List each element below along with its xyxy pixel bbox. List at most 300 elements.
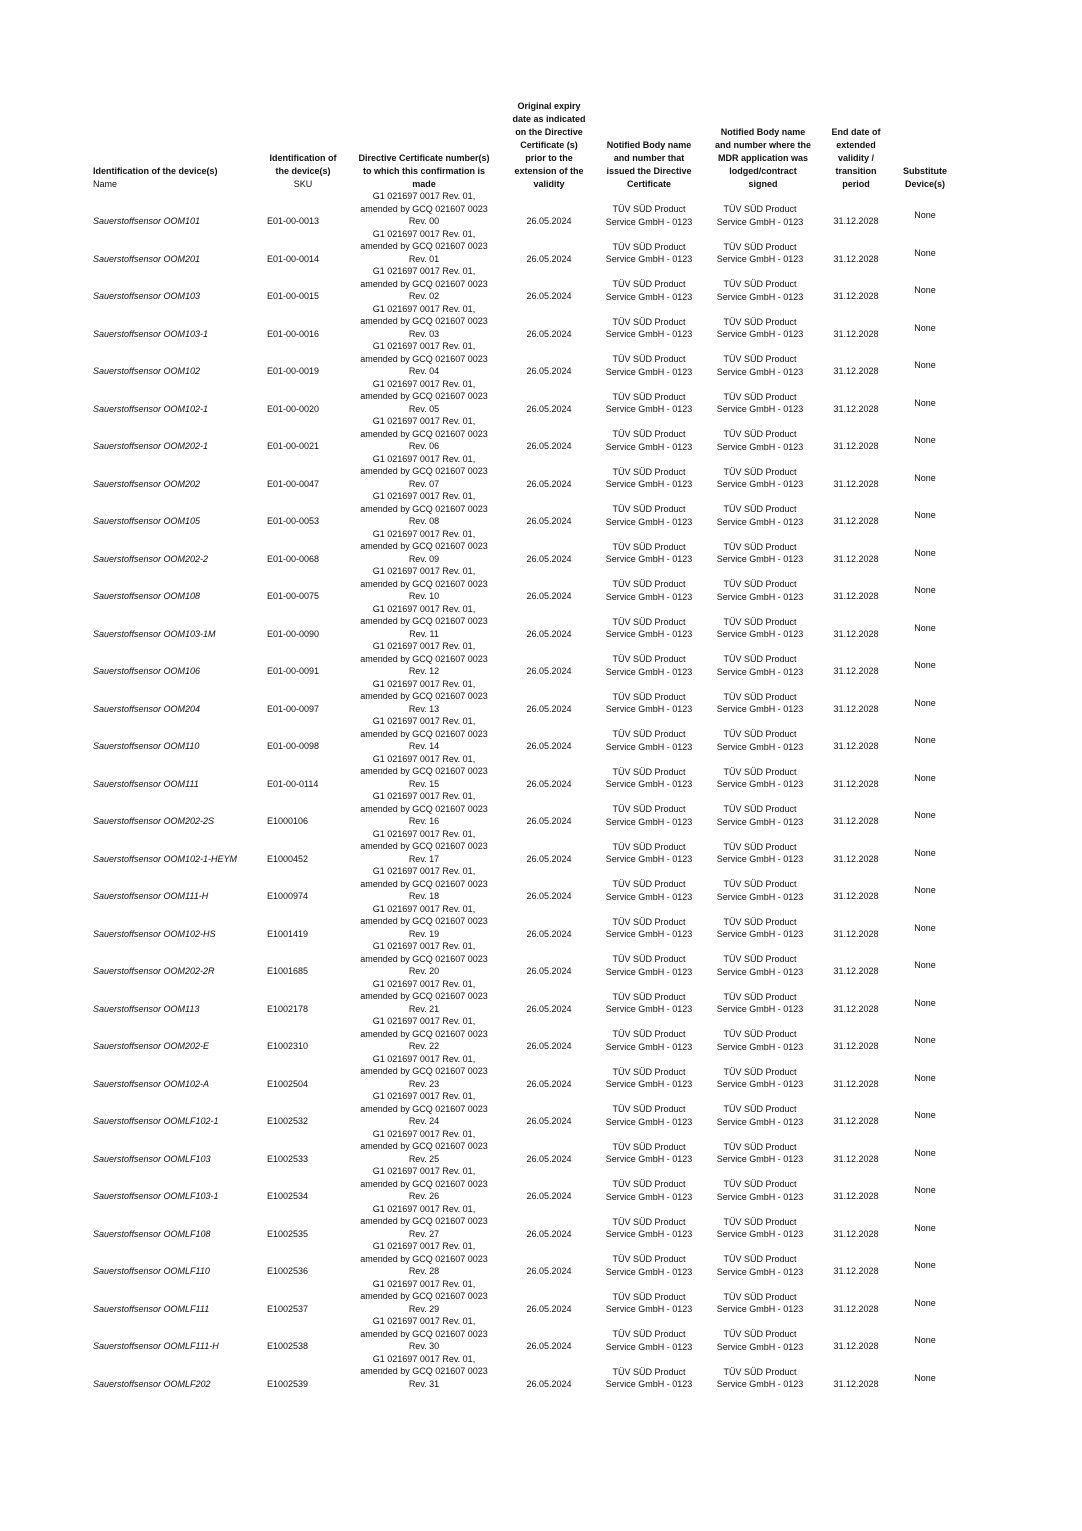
device-name: Sauerstoffsensor OOM103-1 (93, 328, 209, 339)
notified-body-issued (597, 803, 701, 828)
device-sku: E01-00-0091 (267, 666, 320, 676)
directive-certificate-line: amended by GCQ 021607 0023 (360, 1216, 488, 1226)
notified-body-mdr-line: TÜV SÜD Product (723, 1066, 797, 1077)
notified-body-mdr-line: TÜV SÜD Product (723, 466, 797, 477)
directive-certificate-line: amended by GCQ 021607 0023 (360, 541, 488, 551)
notified-body-issued (597, 316, 701, 341)
notified-body-mdr (708, 1141, 812, 1166)
table-row (0, 978, 1082, 1016)
directive-certificate-line: amended by GCQ 021607 0023 (360, 1366, 488, 1376)
notified-body-mdr (708, 1328, 812, 1353)
header-device-sku-sub: SKU (293, 179, 313, 189)
notified-body-mdr (708, 1178, 812, 1203)
directive-certificate (348, 865, 500, 903)
table-row (0, 415, 1082, 453)
notified-body-mdr-line: Service GmbH - 0123 (716, 1266, 804, 1277)
end-date: 31.12.2028 (833, 1341, 879, 1351)
notified-body-issued-line: TÜV SÜD Product (612, 1141, 686, 1152)
notified-body-issued (597, 503, 701, 528)
notified-body-mdr-line: Service GmbH - 0123 (716, 666, 804, 677)
notified-body-mdr-line: TÜV SÜD Product (723, 879, 797, 889)
directive-certificate-line: G1 021697 0017 Rev. 01, (372, 228, 476, 239)
notified-body-issued-line: Service GmbH - 0123 (605, 1041, 693, 1052)
notified-body-issued (597, 616, 701, 641)
notified-body-issued-line: Service GmbH - 0123 (605, 779, 693, 789)
directive-certificate-line: amended by GCQ 021607 0023 (360, 916, 488, 926)
directive-certificate-line: G1 021697 0017 Rev. 01, (372, 191, 476, 201)
notified-body-mdr-line: TÜV SÜD Product (723, 729, 797, 739)
directive-certificate-line: G1 021697 0017 Rev. 01, (372, 828, 476, 839)
header-substitute-device: Substitute Device(s) (903, 166, 947, 189)
device-sku: E1002535 (267, 1228, 309, 1239)
notified-body-mdr-line: TÜV SÜD Product (723, 954, 797, 964)
table-row (0, 828, 1082, 866)
table-row (0, 865, 1082, 903)
device-sku: E1002538 (267, 1341, 309, 1351)
table-row (0, 1053, 1082, 1091)
notified-body-mdr-line: TÜV SÜD Product (723, 766, 797, 777)
original-expiry-date: 26.05.2024 (526, 216, 572, 226)
device-sku: E1000452 (267, 853, 309, 864)
directive-certificate-line: G1 021697 0017 Rev. 01, (372, 1091, 476, 1101)
device-sku: E01-00-0047 (267, 478, 320, 489)
device-name: Sauerstoffsensor OOM202-E (93, 1041, 210, 1051)
substitute-device: None (914, 247, 936, 258)
notified-body-issued-line: Service GmbH - 0123 (605, 554, 693, 564)
notified-body-issued-line: Service GmbH - 0123 (605, 404, 693, 414)
notified-body-issued-line: TÜV SÜD Product (612, 429, 686, 439)
device-name: Sauerstoffsensor OOM202-2R (93, 966, 215, 976)
notified-body-issued (597, 766, 701, 791)
substitute-device: None (914, 922, 936, 933)
table-row (0, 1203, 1082, 1241)
directive-certificate (348, 228, 500, 266)
directive-certificate-line: Rev. 17 (408, 853, 440, 864)
directive-certificate-line: amended by GCQ 021607 0023 (360, 728, 488, 739)
notified-body-issued-line: TÜV SÜD Product (612, 279, 686, 289)
directive-certificate-line: Rev. 00 (408, 216, 440, 226)
table-row (0, 528, 1082, 566)
directive-certificate-line: G1 021697 0017 Rev. 01, (372, 791, 476, 801)
notified-body-issued-line: TÜV SÜD Product (612, 1066, 686, 1077)
notified-body-issued-line: TÜV SÜD Product (612, 391, 686, 402)
directive-certificate-line: G1 021697 0017 Rev. 01, (372, 866, 476, 876)
end-date: 31.12.2028 (833, 816, 879, 826)
notified-body-issued-line: Service GmbH - 0123 (605, 816, 693, 827)
device-sku: E01-00-0014 (267, 253, 320, 264)
notified-body-issued-line: TÜV SÜD Product (612, 1104, 686, 1114)
notified-body-mdr (708, 1028, 812, 1053)
notified-body-mdr-line: TÜV SÜD Product (723, 1141, 797, 1152)
table-row (0, 1165, 1082, 1203)
directive-certificate-line: Rev. 23 (408, 1078, 440, 1089)
header-device-name-sub: Name (93, 179, 118, 189)
directive-certificate-line: G1 021697 0017 Rev. 01, (372, 678, 476, 689)
directive-certificate-line: amended by GCQ 021607 0023 (360, 391, 488, 401)
end-date: 31.12.2028 (833, 591, 879, 601)
notified-body-issued-line: TÜV SÜD Product (612, 841, 686, 852)
end-date: 31.12.2028 (833, 366, 879, 376)
notified-body-mdr-line: Service GmbH - 0123 (716, 891, 804, 902)
substitute-device: None (914, 1110, 936, 1120)
notified-body-issued-line: TÜV SÜD Product (612, 616, 686, 627)
device-sku: E01-00-0015 (267, 291, 320, 301)
directive-certificate (348, 378, 500, 416)
directive-certificate (348, 565, 500, 603)
notified-body-issued-line: TÜV SÜD Product (612, 504, 686, 514)
original-expiry-date: 26.05.2024 (526, 403, 572, 414)
directive-certificate-line: Rev. 25 (408, 1153, 440, 1164)
table-row (0, 753, 1082, 791)
end-date: 31.12.2028 (833, 1003, 879, 1014)
original-expiry-date: 26.05.2024 (526, 366, 572, 376)
notified-body-issued-line: Service GmbH - 0123 (605, 516, 693, 527)
directive-certificate-line: Rev. 26 (408, 1191, 440, 1201)
substitute-device: None (914, 847, 936, 858)
original-expiry-date: 26.05.2024 (526, 1191, 572, 1201)
notified-body-issued-line: Service GmbH - 0123 (605, 216, 693, 227)
device-name: Sauerstoffsensor OOM102-1 (93, 403, 209, 414)
notified-body-mdr-line: TÜV SÜD Product (723, 654, 797, 664)
directive-certificate-line: G1 021697 0017 Rev. 01, (372, 528, 476, 539)
end-date: 31.12.2028 (833, 216, 879, 226)
end-date: 31.12.2028 (833, 1303, 879, 1314)
directive-certificate-line: G1 021697 0017 Rev. 01, (372, 416, 476, 426)
notified-body-issued-line: TÜV SÜD Product (612, 729, 686, 739)
original-expiry-date: 26.05.2024 (526, 1078, 572, 1089)
notified-body-mdr-line: Service GmbH - 0123 (716, 929, 804, 939)
directive-certificate-line: G1 021697 0017 Rev. 01, (372, 978, 476, 989)
directive-certificate (348, 265, 500, 303)
directive-certificate-line: amended by GCQ 021607 0023 (360, 278, 488, 289)
directive-certificate-line: G1 021697 0017 Rev. 01, (372, 266, 476, 276)
end-date: 31.12.2028 (833, 516, 879, 526)
notified-body-mdr (708, 541, 812, 566)
substitute-device: None (914, 1222, 936, 1233)
directive-certificate-line: G1 021697 0017 Rev. 01, (372, 941, 476, 951)
notified-body-issued-line: TÜV SÜD Product (612, 541, 686, 552)
end-date: 31.12.2028 (833, 291, 879, 301)
notified-body-issued (597, 1066, 701, 1091)
notified-body-mdr (708, 428, 812, 453)
table-row (0, 303, 1082, 341)
directive-certificate-line: amended by GCQ 021607 0023 (360, 691, 488, 701)
directive-certificate-line: Rev. 10 (408, 591, 440, 601)
end-date: 31.12.2028 (833, 1228, 879, 1239)
notified-body-issued (597, 1291, 701, 1316)
directive-certificate-line: G1 021697 0017 Rev. 01, (372, 1053, 476, 1064)
device-name: Sauerstoffsensor OOM113 (93, 1003, 200, 1014)
directive-certificate-line: amended by GCQ 021607 0023 (360, 241, 488, 251)
substitute-device: None (914, 1147, 936, 1158)
device-name: Sauerstoffsensor OOM102-1-HEYM (93, 853, 238, 864)
directive-certificate-line: amended by GCQ 021607 0023 (360, 766, 488, 776)
directive-certificate-line: amended by GCQ 021607 0023 (360, 428, 488, 439)
original-expiry-date: 26.05.2024 (526, 891, 572, 901)
table-row (0, 678, 1082, 716)
device-name: Sauerstoffsensor OOMLF110 (93, 1266, 210, 1276)
notified-body-mdr-line: Service GmbH - 0123 (716, 329, 804, 339)
notified-body-issued-line: Service GmbH - 0123 (605, 1154, 693, 1164)
substitute-device: None (914, 1035, 936, 1045)
notified-body-mdr-line: Service GmbH - 0123 (716, 741, 804, 752)
end-date: 31.12.2028 (833, 253, 879, 264)
notified-body-mdr (708, 878, 812, 903)
directive-certificate (348, 340, 500, 378)
directive-certificate-line: amended by GCQ 021607 0023 (360, 1028, 488, 1039)
end-date: 31.12.2028 (833, 666, 879, 676)
device-name: Sauerstoffsensor OOM202-2 (93, 553, 209, 564)
directive-certificate-line: G1 021697 0017 Rev. 01, (372, 1241, 476, 1251)
notified-body-mdr-line: TÜV SÜD Product (723, 1329, 797, 1339)
notified-body-issued-line: Service GmbH - 0123 (605, 929, 693, 939)
notified-body-mdr-line: TÜV SÜD Product (723, 204, 797, 214)
end-date: 31.12.2028 (833, 441, 879, 451)
substitute-device: None (914, 1372, 936, 1383)
notified-body-mdr-line: Service GmbH - 0123 (716, 1304, 804, 1314)
substitute-device: None (914, 510, 936, 520)
directive-certificate-line: G1 021697 0017 Rev. 01, (372, 491, 476, 501)
directive-certificate (348, 1353, 500, 1391)
table-row (0, 1353, 1082, 1391)
notified-body-issued-line: Service GmbH - 0123 (605, 966, 693, 977)
directive-certificate (348, 1278, 500, 1316)
device-sku: E01-00-0021 (267, 441, 320, 451)
substitute-device: None (914, 1185, 936, 1195)
directive-certificate-line: Rev. 01 (408, 253, 440, 264)
device-name: Sauerstoffsensor OOM110 (93, 741, 200, 751)
notified-body-mdr (708, 1103, 812, 1128)
notified-body-issued (597, 353, 701, 378)
directive-certificate-line: Rev. 09 (408, 553, 440, 564)
table-row (0, 903, 1082, 941)
original-expiry-date: 26.05.2024 (526, 816, 572, 826)
notified-body-issued (597, 1103, 701, 1128)
directive-certificate-line: amended by GCQ 021607 0023 (360, 803, 488, 814)
header-device-sku: Identification of the device(s) (269, 153, 337, 176)
notified-body-issued (597, 391, 701, 416)
notified-body-issued-line: TÜV SÜD Product (612, 1329, 686, 1339)
notified-body-mdr (708, 1253, 812, 1278)
notified-body-issued-line: TÜV SÜD Product (612, 1216, 686, 1227)
table-row (0, 565, 1082, 603)
notified-body-mdr-line: TÜV SÜD Product (723, 691, 797, 702)
notified-body-mdr (708, 953, 812, 978)
directive-certificate-line: amended by GCQ 021607 0023 (360, 1103, 488, 1114)
notified-body-mdr-line: TÜV SÜD Product (723, 1216, 797, 1227)
device-name: Sauerstoffsensor OOM204 (93, 703, 201, 714)
table-row (0, 603, 1082, 641)
directive-certificate-line: G1 021697 0017 Rev. 01, (372, 303, 476, 314)
end-date: 31.12.2028 (833, 966, 879, 976)
directive-certificate (348, 715, 500, 753)
device-name: Sauerstoffsensor OOM201 (93, 253, 201, 264)
notified-body-mdr (708, 578, 812, 603)
original-expiry-date: 26.05.2024 (526, 553, 572, 564)
notified-body-mdr-line: TÜV SÜD Product (723, 1291, 797, 1302)
device-name: Sauerstoffsensor OOM202-2S (93, 816, 215, 826)
notified-body-mdr (708, 1291, 812, 1316)
notified-body-mdr-line: TÜV SÜD Product (723, 841, 797, 852)
substitute-device: None (914, 435, 936, 445)
directive-certificate-line: amended by GCQ 021607 0023 (360, 841, 488, 851)
directive-certificate (348, 1015, 500, 1053)
directive-certificate-line: Rev. 18 (408, 891, 440, 901)
directive-certificate-line: G1 021697 0017 Rev. 01, (372, 1203, 476, 1214)
header-notified-body-mdr: Notified Body name and number where the MDR application was lodged/contract signed (714, 127, 812, 189)
directive-certificate-line: amended by GCQ 021607 0023 (360, 991, 488, 1001)
end-date: 31.12.2028 (833, 1116, 879, 1126)
directive-certificate-line: amended by GCQ 021607 0023 (360, 316, 488, 326)
table-row (0, 715, 1082, 753)
original-expiry-date: 26.05.2024 (526, 1116, 572, 1126)
device-name: Sauerstoffsensor OOM202-1 (93, 441, 209, 451)
device-name: Sauerstoffsensor OOM111-H (93, 891, 209, 901)
notified-body-mdr-line: Service GmbH - 0123 (716, 404, 804, 414)
table-row (0, 1240, 1082, 1278)
notified-body-mdr-line: TÜV SÜD Product (723, 916, 797, 927)
notified-body-issued-line: TÜV SÜD Product (612, 1254, 686, 1264)
directive-certificate-line: Rev. 28 (408, 1266, 440, 1276)
directive-certificate (348, 303, 500, 341)
notified-body-mdr (708, 503, 812, 528)
directive-certificate (348, 1315, 500, 1353)
directive-certificate (348, 828, 500, 866)
notified-body-issued (597, 203, 701, 228)
directive-certificate-line: amended by GCQ 021607 0023 (360, 1253, 488, 1264)
original-expiry-date: 26.05.2024 (526, 328, 572, 339)
table-row (0, 1015, 1082, 1053)
table-row (0, 490, 1082, 528)
notified-body-issued (597, 466, 701, 491)
notified-body-mdr-line: Service GmbH - 0123 (716, 854, 804, 864)
directive-certificate (348, 940, 500, 978)
notified-body-mdr-line: TÜV SÜD Product (723, 1366, 797, 1377)
directive-certificate-line: G1 021697 0017 Rev. 01, (372, 753, 476, 764)
device-name: Sauerstoffsensor OOM103 (93, 291, 201, 301)
notified-body-mdr-line: Service GmbH - 0123 (716, 291, 804, 302)
device-sku: E1002504 (267, 1078, 309, 1089)
directive-certificate (348, 678, 500, 716)
substitute-device: None (914, 622, 936, 633)
notified-body-issued-line: TÜV SÜD Product (612, 1029, 686, 1039)
directive-certificate-line: G1 021697 0017 Rev. 01, (372, 1166, 476, 1176)
directive-certificate (348, 1240, 500, 1278)
directive-certificate-line: amended by GCQ 021607 0023 (360, 1328, 488, 1339)
notified-body-issued-line: Service GmbH - 0123 (605, 291, 693, 302)
notified-body-issued-line: Service GmbH - 0123 (605, 1341, 693, 1352)
substitute-device: None (914, 960, 936, 970)
directive-certificate-line: amended by GCQ 021607 0023 (360, 578, 488, 589)
notified-body-mdr-line: Service GmbH - 0123 (716, 591, 804, 602)
notified-body-mdr-line: TÜV SÜD Product (723, 1254, 797, 1264)
notified-body-issued-line: TÜV SÜD Product (612, 954, 686, 964)
notified-body-issued-line: Service GmbH - 0123 (605, 1116, 693, 1127)
directive-certificate-line: G1 021697 0017 Rev. 01, (372, 716, 476, 726)
notified-body-issued (597, 653, 701, 678)
directive-certificate-line: Rev. 20 (408, 966, 440, 976)
notified-body-issued-line: Service GmbH - 0123 (605, 704, 693, 714)
notified-body-issued (597, 916, 701, 941)
notified-body-mdr-line: TÜV SÜD Product (723, 1029, 797, 1039)
directive-certificate-line: amended by GCQ 021607 0023 (360, 878, 488, 889)
substitute-device: None (914, 472, 936, 483)
notified-body-mdr-line: Service GmbH - 0123 (716, 516, 804, 527)
end-date: 31.12.2028 (833, 853, 879, 864)
directive-certificate (348, 453, 500, 491)
device-sku: E1002178 (267, 1003, 309, 1014)
notified-body-mdr (708, 278, 812, 303)
substitute-device: None (914, 885, 936, 895)
device-sku: E1000106 (267, 816, 309, 826)
substitute-device: None (914, 1260, 936, 1270)
original-expiry-date: 26.05.2024 (526, 1266, 572, 1276)
end-date: 31.12.2028 (833, 1191, 879, 1201)
directive-certificate (348, 528, 500, 566)
device-name: Sauerstoffsensor OOM102-HS (93, 928, 216, 939)
original-expiry-date: 26.05.2024 (526, 1341, 572, 1351)
directive-certificate-line: G1 021697 0017 Rev. 01, (372, 1278, 476, 1289)
notified-body-mdr-line: TÜV SÜD Product (723, 541, 797, 552)
notified-body-issued (597, 1178, 701, 1203)
substitute-device: None (914, 547, 936, 558)
original-expiry-date: 26.05.2024 (526, 628, 572, 639)
notified-body-mdr-line: Service GmbH - 0123 (716, 366, 804, 377)
directive-certificate (348, 603, 500, 641)
directive-certificate-line: Rev. 27 (408, 1228, 440, 1239)
notified-body-issued-line: Service GmbH - 0123 (605, 366, 693, 377)
table-row (0, 228, 1082, 266)
notified-body-mdr (708, 316, 812, 341)
notified-body-mdr-line: Service GmbH - 0123 (716, 1041, 804, 1052)
directive-certificate-line: amended by GCQ 021607 0023 (360, 653, 488, 664)
device-name: Sauerstoffsensor OOM106 (93, 666, 201, 676)
table-row (0, 940, 1082, 978)
directive-certificate-line: G1 021697 0017 Rev. 01, (372, 453, 476, 464)
notified-body-issued-line: Service GmbH - 0123 (605, 854, 693, 864)
notified-body-issued (597, 278, 701, 303)
notified-body-issued (597, 1216, 701, 1241)
notified-body-issued-line: Service GmbH - 0123 (605, 891, 693, 902)
directive-certificate-line: amended by GCQ 021607 0023 (360, 616, 488, 626)
device-name: Sauerstoffsensor OOM111 (93, 778, 199, 789)
device-sku: E01-00-0019 (267, 366, 320, 376)
end-date: 31.12.2028 (833, 891, 879, 901)
notified-body-mdr-line: TÜV SÜD Product (723, 279, 797, 289)
directive-certificate-line: Rev. 31 (408, 1378, 440, 1389)
notified-body-mdr (708, 391, 812, 416)
directive-certificate-line: amended by GCQ 021607 0023 (360, 1178, 488, 1189)
substitute-device: None (914, 1335, 936, 1345)
notified-body-issued (597, 728, 701, 753)
device-name: Sauerstoffsensor OOMLF108 (93, 1228, 211, 1239)
substitute-device: None (914, 735, 936, 745)
substitute-device: None (914, 1297, 936, 1308)
notified-body-issued-line: TÜV SÜD Product (612, 316, 686, 327)
table-row (0, 453, 1082, 491)
directive-certificate-line: G1 021697 0017 Rev. 01, (372, 566, 476, 576)
directive-certificate (348, 978, 500, 1016)
header-directive-certificate: Directive Certificate number(s) to which this confirmation is made (358, 153, 490, 189)
original-expiry-date: 26.05.2024 (526, 741, 572, 751)
substitute-device: None (914, 772, 936, 783)
original-expiry-date: 26.05.2024 (526, 1378, 572, 1389)
notified-body-issued-line: Service GmbH - 0123 (605, 591, 693, 602)
notified-body-issued (597, 428, 701, 453)
header-original-expiry: Original expiry date as indicated on the Directive Certificate (s) prior to the extension of the validity (512, 101, 586, 189)
device-name: Sauerstoffsensor OOM103-1M (93, 628, 216, 639)
notified-body-issued-line: TÜV SÜD Product (612, 1366, 686, 1377)
